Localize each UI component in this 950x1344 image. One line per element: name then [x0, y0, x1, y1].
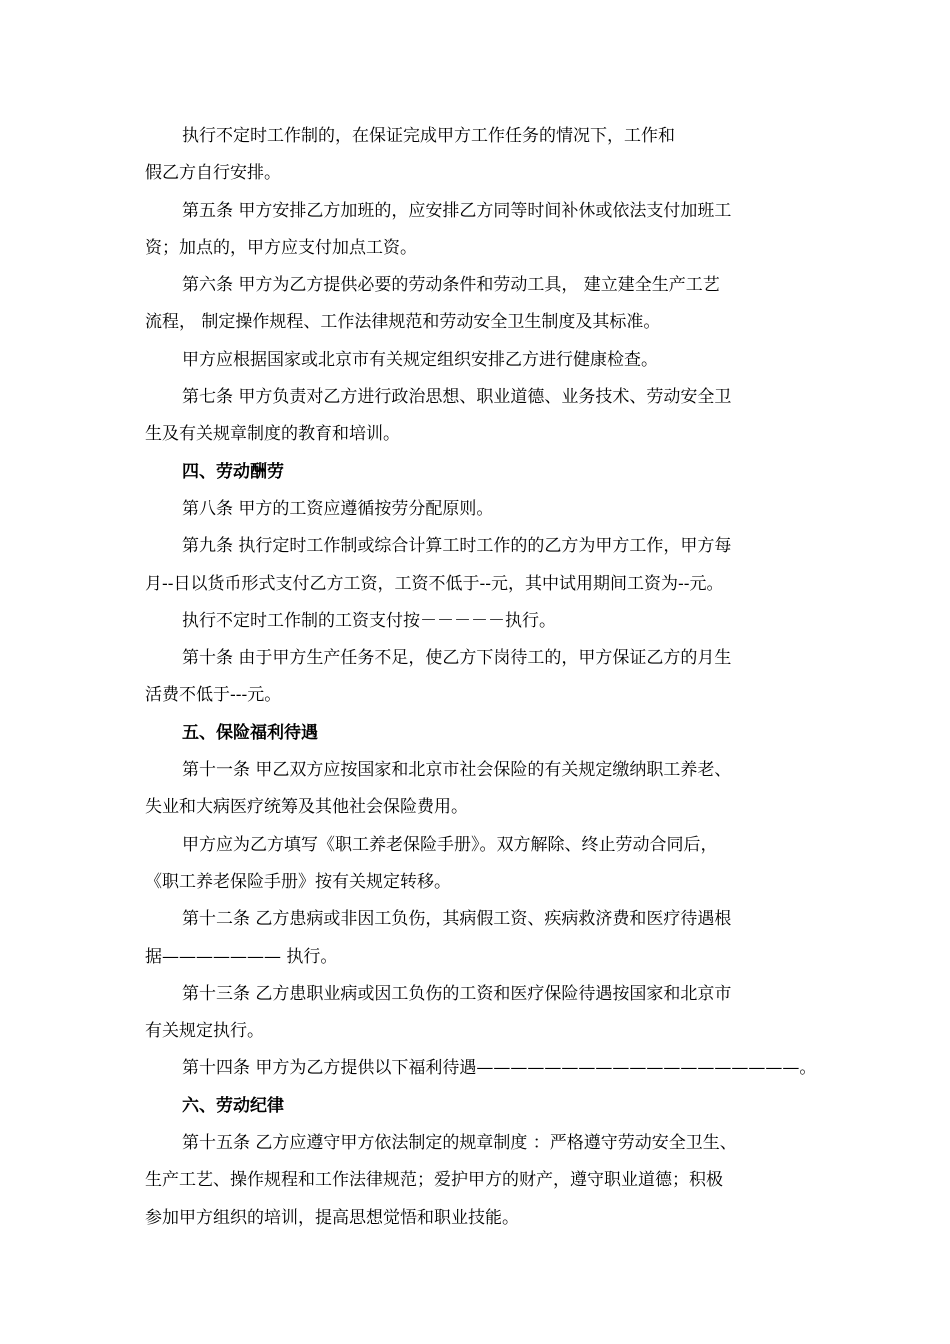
- line-text: 第五条 甲方安排乙方加班的，应安排乙方同等时间补休或依法支付加班工: [182, 200, 732, 221]
- paragraph-line: [145, 416, 825, 453]
- paragraph-line: [145, 491, 825, 528]
- paragraph-line: [145, 342, 825, 379]
- line-text: 《职工养老保险手册》按有关规定转移。: [145, 871, 451, 892]
- paragraph-line: [145, 379, 825, 416]
- paragraph-line: [145, 1013, 825, 1050]
- paragraph-line: [145, 901, 825, 938]
- line-text: 失业和大病医疗统筹及其他社会保险费用。: [145, 797, 468, 818]
- paragraph-line: [145, 304, 825, 341]
- paragraph-line: [145, 528, 825, 565]
- line-text: 四、劳动酬劳: [182, 461, 284, 482]
- paragraph-line: [145, 789, 825, 826]
- line-text: 流程， 制定操作规程、工作法律规范和劳动安全卫生制度及其标准。: [145, 312, 661, 333]
- line-text: 第十五条 乙方应遵守甲方依法制定的规章制度 ：严格遵守劳动安全卫生、: [182, 1133, 737, 1154]
- line-text: 六、劳动纪律: [182, 1095, 284, 1116]
- line-text: 参加甲方组织的培训，提高思想觉悟和职业技能。: [145, 1207, 519, 1228]
- line-text: 五、保险福利待遇: [182, 722, 318, 743]
- line-text: 甲方应根据国家或北京市有关规定组织安排乙方进行健康检查。: [182, 349, 658, 370]
- paragraph-line: [145, 1162, 825, 1199]
- line-text: 据——————— 执行。: [145, 946, 338, 967]
- paragraph-line: [145, 677, 825, 714]
- paragraph-line: [145, 864, 825, 901]
- line-text: 第十二条 乙方患病或非因工负伤，其病假工资、疾病救济费和医疗待遇根: [182, 909, 732, 930]
- line-text: 有关规定执行。: [145, 1021, 264, 1042]
- paragraph-line: [145, 827, 825, 864]
- paragraph-line: [145, 939, 825, 976]
- paragraph-line: [145, 193, 825, 230]
- line-text: 第六条 甲方为乙方提供必要的劳动条件和劳动工具， 建立建全生产工艺: [182, 275, 720, 296]
- line-text: 生及有关规章制度的教育和培训。: [145, 424, 400, 445]
- line-text: 第十三条 乙方患职业病或因工负伤的工资和医疗保险待遇按国家和北京市: [182, 983, 732, 1004]
- document-body: [145, 118, 825, 1237]
- paragraph-line: [145, 267, 825, 304]
- line-text: 第十一条 甲乙双方应按国家和北京市社会保险的有关规定缴纳职工养老、: [182, 760, 732, 781]
- line-text: 资；加点的，甲方应支付加点工资。: [145, 237, 417, 258]
- paragraph-line: [145, 118, 825, 155]
- paragraph-line: [145, 976, 825, 1013]
- line-text: 甲方应为乙方填写《职工养老保险手册》。双方解除、终止劳动合同后，: [182, 834, 718, 855]
- line-text: 活费不低于---元。: [145, 685, 282, 706]
- line-text: 假乙方自行安排。: [145, 163, 281, 184]
- section-heading: [145, 715, 825, 752]
- paragraph-line: [145, 1050, 825, 1087]
- paragraph-line: [145, 1125, 825, 1162]
- line-text: 第七条 甲方负责对乙方进行政治思想、职业道德、业务技术、劳动安全卫: [182, 387, 732, 408]
- paragraph-line: [145, 566, 825, 603]
- line-text: 第十条 由于甲方生产任务不足，使乙方下岗待工的，甲方保证乙方的月生: [182, 648, 732, 669]
- section-heading: [145, 454, 825, 491]
- line-text: 月--日以货币形式支付乙方工资，工资不低于--元，其中试用期间工资为--元。: [145, 573, 724, 594]
- paragraph-line: [145, 640, 825, 677]
- paragraph-line: [145, 230, 825, 267]
- line-text: 第九条 执行定时工作制或综合计算工时工作的的乙方为甲方工作，甲方每: [182, 536, 732, 557]
- line-text: 第八条 甲方的工资应遵循按劳分配原则。: [182, 498, 494, 519]
- section-heading: [145, 1088, 825, 1125]
- line-text: 第十四条 甲方为乙方提供以下福利待遇———————————————————。: [182, 1058, 817, 1079]
- line-text: 执行不定时工作制的工资支付按－－－－－执行。: [182, 610, 556, 631]
- paragraph-line: [145, 752, 825, 789]
- paragraph-line: [145, 155, 825, 192]
- line-text: 执行不定时工作制的，在保证完成甲方工作任务的情况下，工作和: [182, 126, 675, 146]
- paragraph-line: [145, 1200, 825, 1237]
- line-text: 生产工艺、操作规程和工作法律规范；爱护甲方的财产，遵守职业道德；积极: [145, 1170, 723, 1191]
- paragraph-line: [145, 603, 825, 640]
